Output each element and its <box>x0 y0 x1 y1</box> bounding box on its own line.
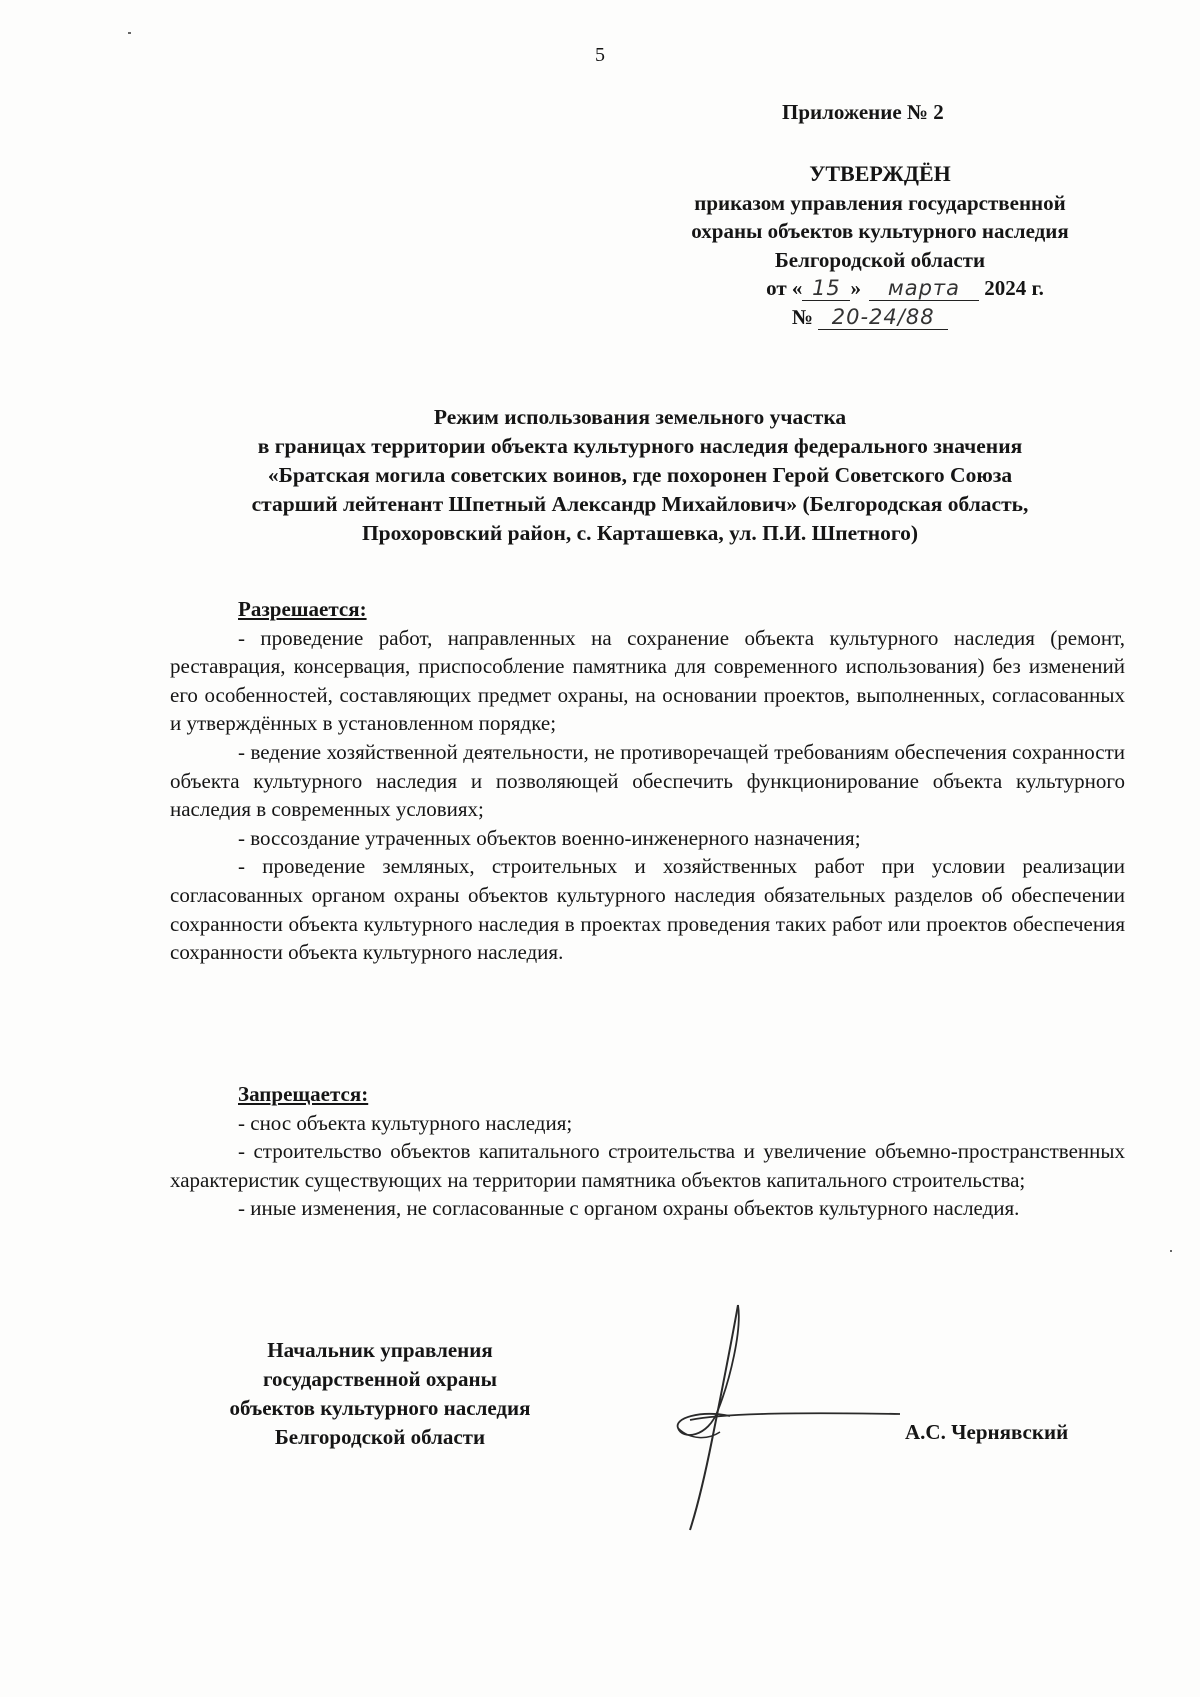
approval-heading: УТВЕРЖДЁН <box>809 161 951 186</box>
title-line: в границах территории объекта культурного наследия федерального значения <box>257 434 1023 458</box>
date-prefix: от « <box>766 276 803 300</box>
approval-block <box>620 160 1140 331</box>
forbidden-item: - иные изменения, не согласованные с органом охраны объектов культурного наследия. <box>238 1196 1020 1221</box>
title-line: старший лейтенант Шпетный Александр Михайлович» (Белгородская область, <box>251 492 1029 516</box>
allowed-item: - ведение хозяйственной деятельности, не противоречащей требованиям обеспечения сохранности объекта культурного наследия и позволяющей обеспечить функционирование объекта культурного наследия в современных условиях; <box>170 739 1125 822</box>
position-line: объектов культурного наследия <box>229 1396 531 1420</box>
position-line: государственной охраны <box>262 1367 498 1391</box>
title-line: Режим использования земельного участка <box>433 405 847 429</box>
number-prefix: № <box>791 304 813 329</box>
handwritten-month: марта <box>869 276 979 301</box>
approval-number <box>600 303 1140 332</box>
forbidden-item: - снос объекта культурного наследия; <box>238 1110 573 1135</box>
forbidden-section <box>170 1080 1125 1223</box>
document-title <box>160 403 1120 548</box>
title-line: «Братская могила советских воинов, где похоронен Герой Советского Союза <box>267 463 1013 487</box>
handwritten-number: 20-24/88 <box>818 305 948 330</box>
scan-speck <box>128 32 131 34</box>
appendix-label: Приложение № 2 <box>782 100 944 124</box>
forbidden-heading: Запрещается: <box>238 1082 369 1106</box>
approval-line: Белгородской области <box>774 247 986 272</box>
page-number: 5 <box>595 44 605 66</box>
handwritten-signature <box>660 1290 920 1540</box>
allowed-item: - проведение земляных, строительных и хозяйственных работ при условии реализации согласованных органом охраны объектов культурного наследия обязательных разделов об обеспечении сохранности объекта культурного наследия в проектах проведения таких работ или проектов обеспечения сохранности объекта культурного наследия. <box>170 854 1125 965</box>
allowed-heading: Разрешается: <box>238 597 367 621</box>
forbidden-item: - строительство объектов капитального строительства и увеличение объемно-пространственных характеристик существующих на территории памятника объектов капитального строительства; <box>170 1139 1125 1192</box>
approval-line: охраны объектов культурного наследия <box>691 219 1069 243</box>
date-mid: » <box>850 276 861 300</box>
allowed-section <box>170 595 1125 967</box>
date-year: 2024 г. <box>984 276 1044 300</box>
scan-speck <box>1170 1250 1172 1252</box>
allowed-item: - проведение работ, направленных на сохранение объекта культурного наследия (ремонт, реставрация, консервация, приспособление памятника для современного использования) без изменений его особенностей, составляющих предмет охраны, на основании проектов, выполненных, согласованных и утверждённых в установленном порядке; <box>170 625 1125 736</box>
handwritten-day: 15 <box>802 276 850 301</box>
position-line: Начальник управления <box>267 1338 493 1362</box>
signatory-name: А.С. Чернявский <box>905 1420 1069 1444</box>
approval-date <box>670 274 1140 303</box>
position-line: Белгородской области <box>274 1425 486 1449</box>
approval-line: приказом управления государственной <box>694 190 1066 215</box>
allowed-item: - воссоздание утраченных объектов военно-инженерного назначения; <box>238 825 861 850</box>
signatory-position <box>160 1336 600 1452</box>
title-line: Прохоровский район, с. Карташевка, ул. П.И. Шпетного) <box>361 521 919 545</box>
